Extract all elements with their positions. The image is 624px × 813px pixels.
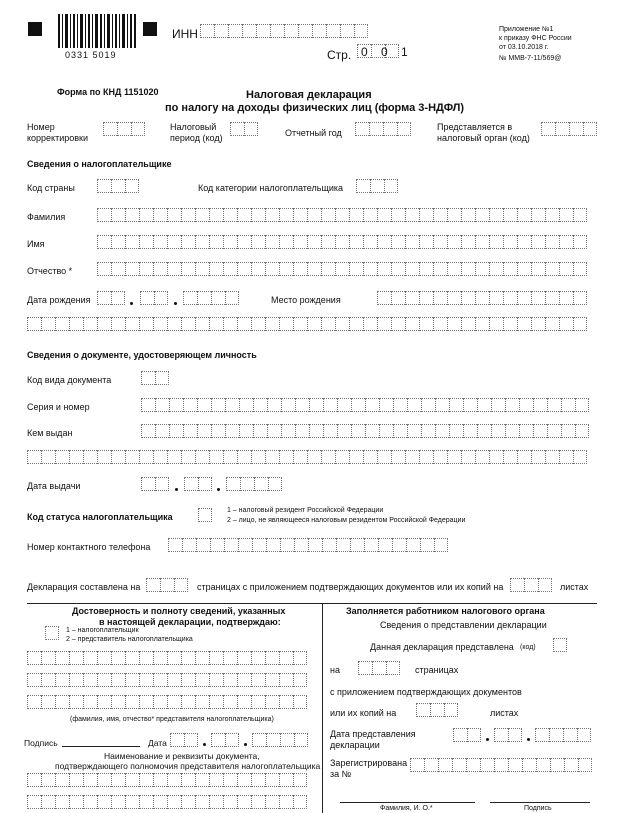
declaration-pages-field[interactable] [146,578,188,592]
date-separator [217,488,220,491]
correction-label-2: корректировки [27,133,89,143]
date-separator [174,302,177,305]
series-number-field[interactable] [141,398,589,412]
date-separator [203,743,206,746]
date-separator [175,488,178,491]
report-year-field[interactable] [355,122,411,136]
barcode-number: 0331 5019 [65,50,117,60]
sign-year-field[interactable] [252,733,308,747]
sign-date-label: Дата [148,738,167,748]
corner-marker-left [28,22,42,36]
country-code-label: Код страны [27,183,75,193]
submission-info-title: Сведения о представлении декларации [380,620,547,630]
submission-day-field[interactable] [453,728,481,742]
inn-field[interactable] [200,24,368,38]
inspector-name-caption: Фамилия, И. О.* [380,805,433,812]
appendix-line2: к приказу ФНС России [499,35,572,42]
report-year-label: Отчетный год [285,128,342,138]
inspector-sign-line[interactable] [490,802,590,803]
status-code-field[interactable] [198,508,212,522]
pages-prefix-label: Декларация составлена на [27,582,141,592]
issue-month-field[interactable] [184,477,212,491]
inn-label: ИНН [172,27,198,41]
inspector-name-line[interactable] [340,802,475,803]
bottom-column-divider [322,603,323,813]
issued-by-field-continued[interactable] [27,450,587,464]
date-separator [130,302,133,305]
attachment-sheets-field[interactable] [510,578,552,592]
submission-date-label-1: Дата представления [330,729,416,739]
presented-code-field[interactable] [553,638,567,652]
date-separator [244,743,247,746]
date-separator [486,738,489,741]
signature-label: Подпись [24,738,58,748]
confirmer-option-2: 2 – представитель налогоплательщика [66,636,193,643]
birth-date-label: Дата рождения [27,295,91,305]
received-pages-field[interactable] [358,661,400,675]
sign-day-field[interactable] [170,733,198,747]
or-copies-label: или их копий на [330,708,397,718]
registration-number-field[interactable] [410,758,592,772]
status-option-2: 2 – лицо, не являющееся налоговым резидентом Российской Федерации [227,517,466,524]
form-knd: Форма по КНД 1151020 [57,87,159,97]
page-number-value: 0 0 1 [361,45,413,59]
surname-field[interactable] [97,208,587,222]
registered-label-1: Зарегистрирована [330,758,408,768]
appendix-line3: от 03.10.2018 г. [499,44,549,51]
authority-doc-caption-2: подтверждающего полномочия представителя налогоплательщика [55,761,321,771]
surname-label: Фамилия [27,212,66,222]
received-sheets-field[interactable] [416,703,458,717]
document-type-field[interactable] [141,371,169,385]
confirm-title-line2: в настоящей декларации, подтверждаю: [99,617,281,627]
authority-document-field-2[interactable] [27,795,307,809]
representative-name-field-1[interactable] [27,651,307,665]
period-label-2: период (код) [170,133,223,143]
confirmer-type-field[interactable] [45,626,59,640]
sign-month-field[interactable] [211,733,239,747]
series-number-label: Серия и номер [27,402,90,412]
appendix-line1: Приложение №1 [499,26,554,33]
page-label: Стр. [327,48,352,62]
patronymic-field[interactable] [97,262,587,276]
birth-place-field-continued[interactable] [27,317,587,331]
issued-by-label: Кем выдан [27,428,73,438]
confirm-title-line1: Достоверность и полноту сведений, указанных [72,606,286,616]
issue-date-label: Дата выдачи [27,481,81,491]
appendix-line4: № ММВ-7-11/569@ [499,55,562,62]
issue-year-field[interactable] [226,477,282,491]
inspector-sign-caption: Подпись [524,805,552,812]
with-docs-label: с приложением подтверждающих документов [330,687,522,697]
period-label-1: Налоговый [170,122,217,132]
pages-label: страницах [415,665,459,675]
authority-label-2: налоговый орган (код) [437,133,530,143]
birth-year-field[interactable] [183,291,239,305]
inspector-block-title: Заполняется работником налогового органа [346,606,545,616]
presented-code-label: (код) [520,644,536,651]
confirmer-option-1: 1 – налогоплательщик [66,627,139,634]
correction-number-field[interactable] [103,122,145,136]
category-code-label: Код категории налогоплательщика [198,183,344,193]
signature-line[interactable] [62,746,140,747]
issue-day-field[interactable] [141,477,169,491]
barcode [58,14,138,48]
submission-date-label-2: декларации [330,740,380,750]
tax-authority-field[interactable] [541,122,597,136]
form-title-line2: по налогу на доходы физических лиц (форма 3-НДФЛ) [165,102,465,114]
authority-doc-caption-1: Наименование и реквизиты документа, [104,751,260,761]
phone-field[interactable] [168,538,448,552]
name-field[interactable] [97,235,587,249]
authority-document-field-1[interactable] [27,773,307,787]
presented-label: Данная декларация представлена [370,642,514,652]
pages-suffix-label: листах [560,582,589,592]
bottom-section-divider [27,603,597,604]
representative-caption: (фамилия, имя, отчество* представителя налогоплательщика) [70,716,274,723]
pages-middle-label: страницах с приложением подтверждающих документов или их копий на [197,582,504,592]
category-code-field[interactable] [356,179,398,193]
authority-label-1: Представляется в [437,122,513,132]
registered-label-2: за № [330,769,352,779]
document-section-title: Сведения о документе, удостоверяющем личность [27,350,257,360]
status-code-label: Код статуса налогоплательщика [27,512,173,522]
issued-by-field[interactable] [141,424,589,438]
submission-month-field[interactable] [494,728,522,742]
taxpayer-section-title: Сведения о налогоплательщике [27,159,172,169]
name-label: Имя [27,239,45,249]
birth-day-field[interactable] [97,291,125,305]
country-code-field[interactable] [97,179,139,193]
status-option-1: 1 – налоговый резидент Российской Федерации [227,507,384,514]
representative-name-field-2[interactable] [27,673,307,687]
document-type-label: Код вида документа [27,375,112,385]
birth-month-field[interactable] [140,291,168,305]
sheets-label: листах [490,708,519,718]
correction-label-1: Номер [27,122,55,132]
tax-period-field[interactable] [230,122,258,136]
birth-place-label: Место рождения [271,295,341,305]
submission-year-field[interactable] [535,728,591,742]
corner-marker-right [143,22,157,36]
patronymic-label: Отчество * [27,266,73,276]
birth-place-field[interactable] [377,291,587,305]
representative-name-field-3[interactable] [27,695,307,709]
form-title-line1: Налоговая декларация [246,89,372,101]
on-label: на [330,665,340,675]
phone-label: Номер контактного телефона [27,542,151,552]
date-separator [527,738,530,741]
